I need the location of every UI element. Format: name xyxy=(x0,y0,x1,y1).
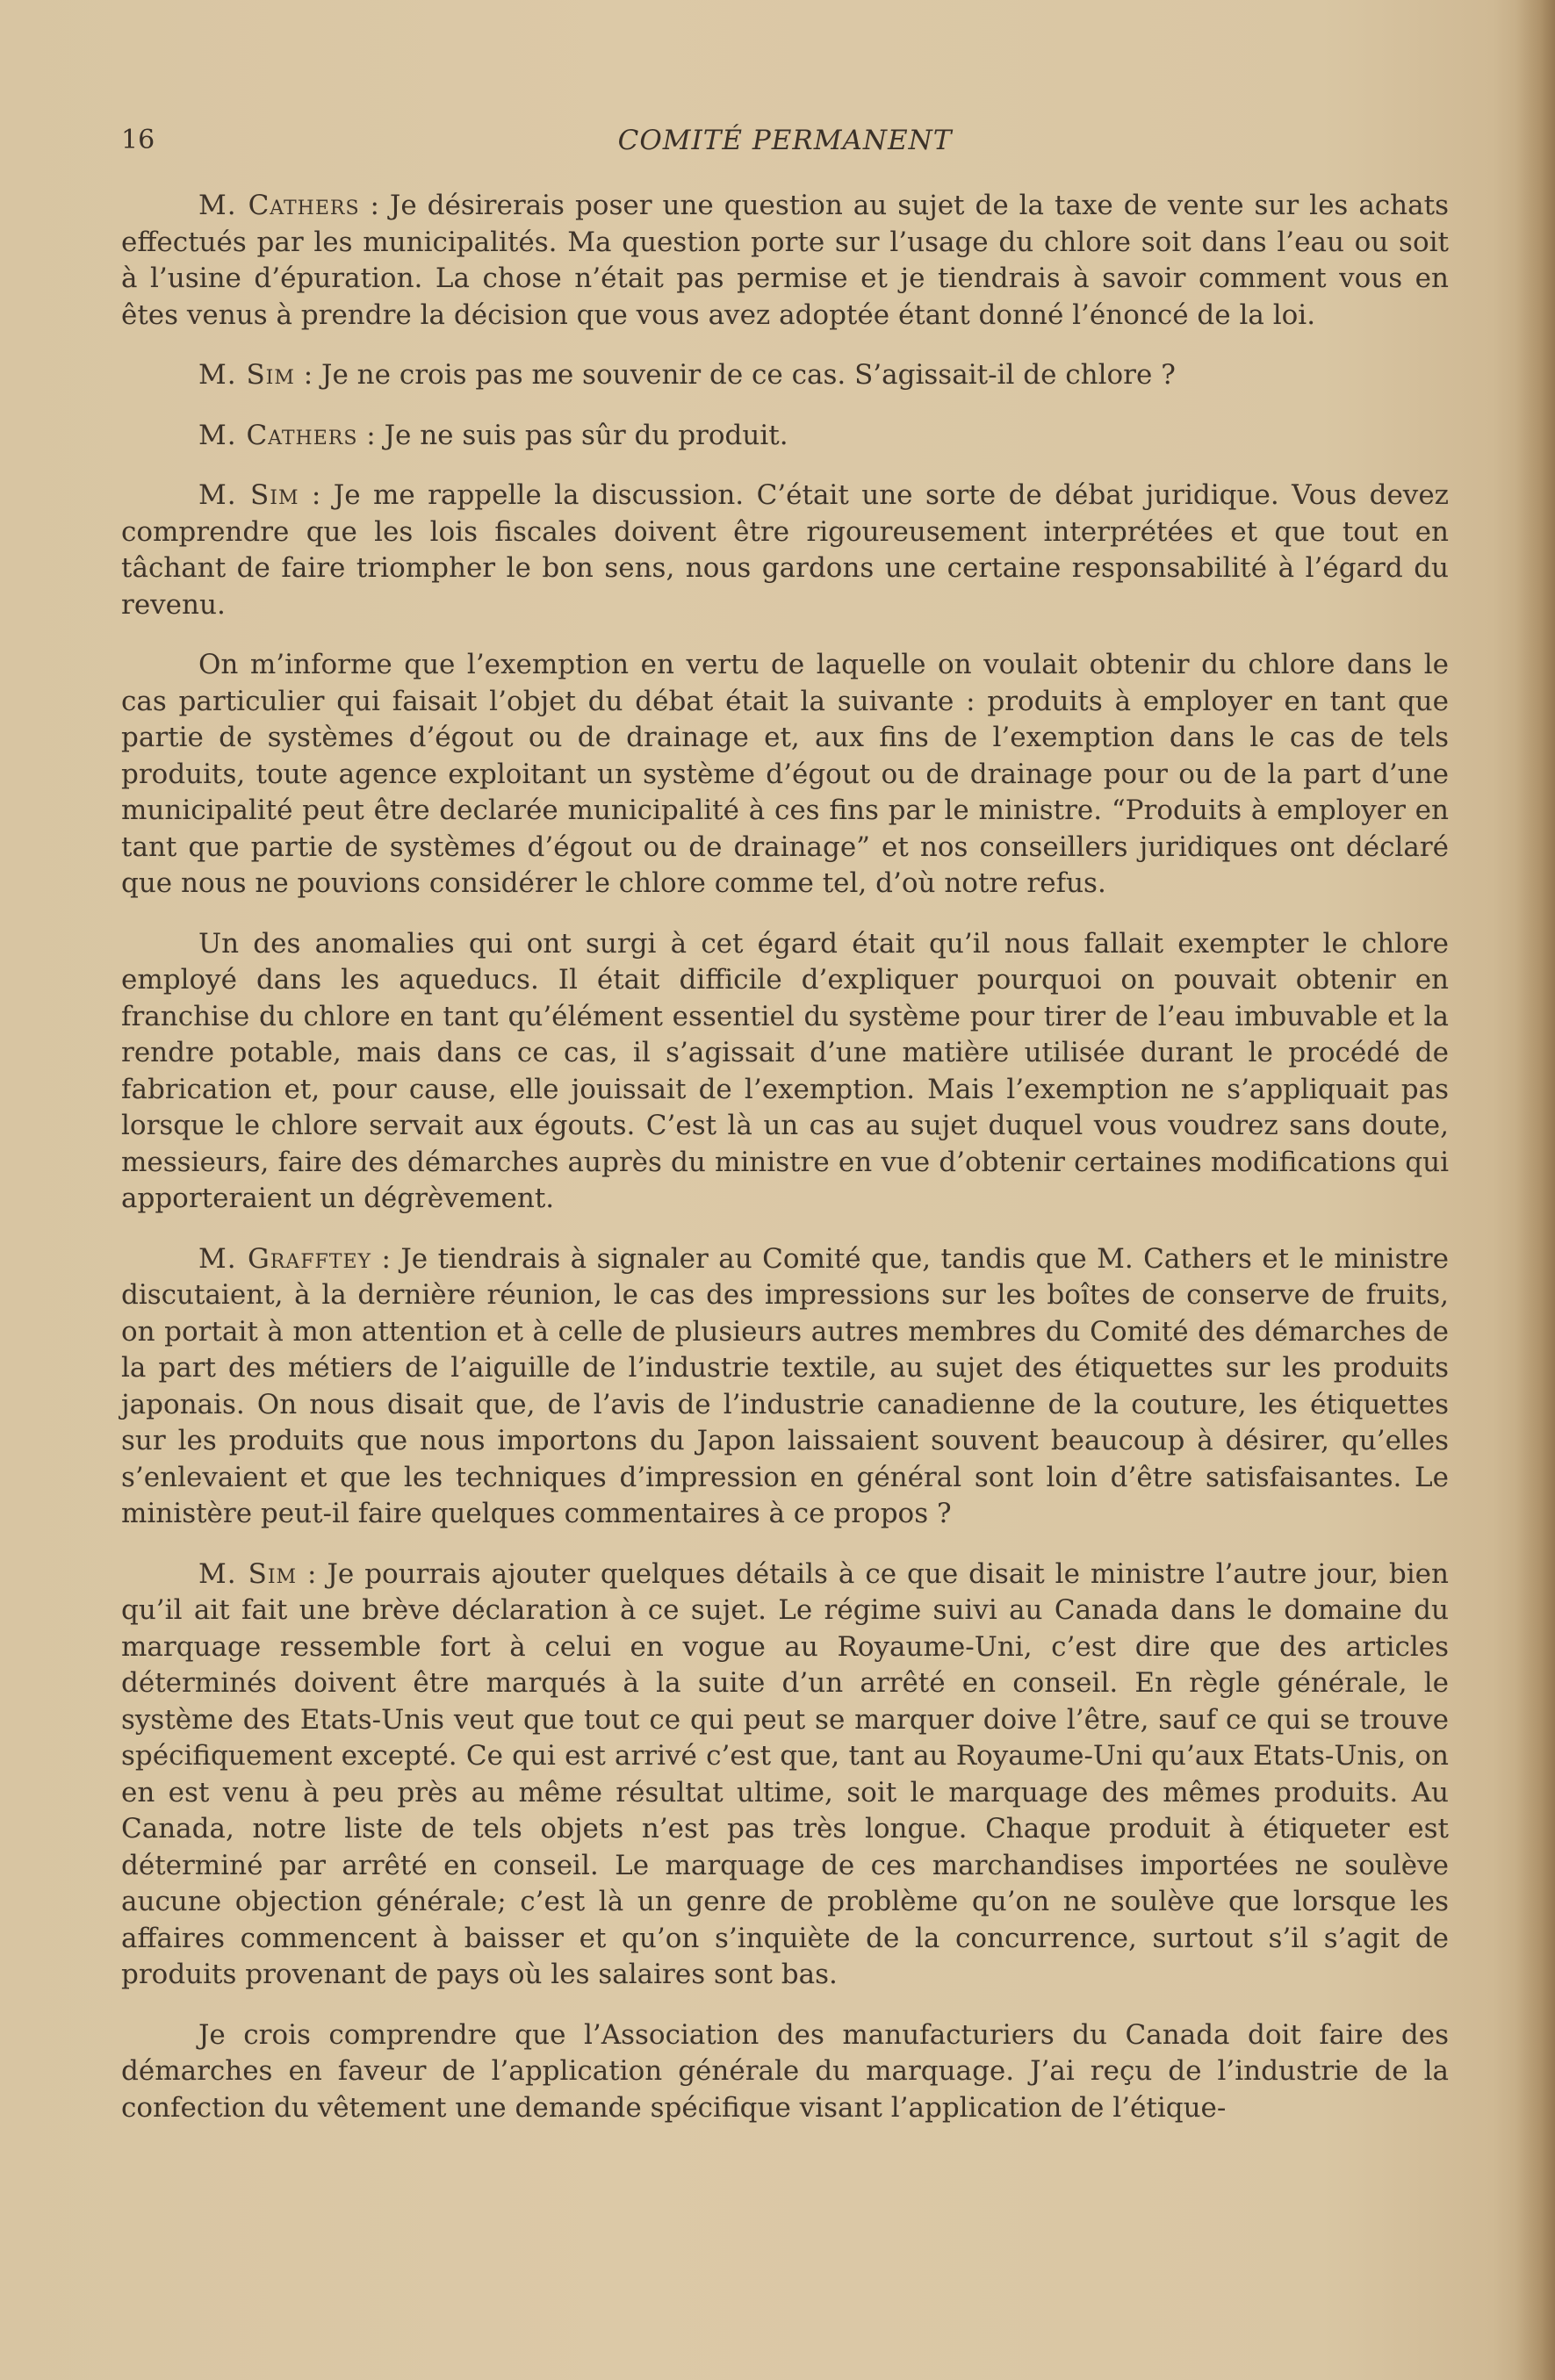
paragraph-text: : Je ne crois pas me souvenir de ce cas. S’agissait-il de chlore ? xyxy=(294,359,1176,391)
speaker-name: M. Sim xyxy=(198,1557,298,1590)
page-edge-shadow xyxy=(1516,0,1555,2380)
paragraph-text: Je crois comprendre que l’Association des manufacturiers du Canada doit faire des démarches en faveur de l’application générale du marquage. J’ai reçu de l’industrie de la confection du vêtement une demande spécifique visant l’application de l’étique- xyxy=(121,2018,1449,2124)
paragraph-text: : Je pourrais ajouter quelques détails à ce que disait le ministre l’autre jour, bien qu’il ait fait une brève déclaration à ce sujet. Le régime suivi au Canada dans le domaine du marquage ressemble fort à celui en vogue au Royaume-Uni, c’est dire que des articles déterminés doivent être marqués à la suite d’un arrêté en conseil. En règle générale, le système des Etats-Unis veut que tout ce qui peut se marquer doive l’être, sauf ce qui se trouve spécifiquement excepté. Ce qui est arrivé c’est que, tant au Royaume-Uni qu’aux Etats-Unis, on en est venu à peu près au même résultat ultime, soit le marquage des mêmes produits. Au Canada, notre liste de tels objets n’est pas très longue. Chaque produit à étiqueter est déterminé par arrêté en conseil. Le marquage de ces marchandises importées ne soulève aucune objection générale; c’est là un genre de problème qu’on ne soulève que lorsque les affaires commencent à baisser et qu’on s’inquiète de la concurrence, surtout s’il s’agit de produits provenant de pays où les salaires sont bas. xyxy=(121,1557,1449,1990)
paragraph-text: : Je tiendrais à signaler au Comité que, tandis que M. Cathers et le ministre discutaient, à la dernière réunion, le cas des impressions sur les boîtes de conserve de fruits, on portait à mon attention et à celle de plusieurs autres membres du Comité des démarches de la part des métiers de l’aiguille de l’industrie textile, au sujet des étiquettes sur les produits japonais. On nous disait que, de l’avis de l’industrie canadienne de la couture, les étiquettes sur les produits que nous importons du Japon laissaient souvent beaucoup à désirer, qu’elles s’enlevaient et que les techniques d’impression en général sont loin d’être satisfaisantes. Le ministère peut-il faire quelques commentaires à ce propos ? xyxy=(121,1242,1449,1529)
page-header xyxy=(121,125,1449,169)
speaker-name: M. Grafftey xyxy=(198,1242,372,1275)
paragraph-text: : Je désirerais poser une question au sujet de la taxe de vente sur les achats effectués par les municipalités. Ma question porte sur l’usage du chlore soit dans l’eau ou soit à l’usine d’épuration. La chose n’était pas permise et je tiendrais à savoir comment vous en êtes venus à prendre la décision que vous avez adoptée étant donné l’énoncé de la loi. xyxy=(121,190,1449,331)
speaker-name: M. Sim xyxy=(198,359,295,391)
paragraph-text: : Je ne suis pas sûr du produit. xyxy=(357,419,788,451)
paragraph xyxy=(121,926,1449,1218)
paragraph xyxy=(121,418,1449,455)
paragraph xyxy=(121,1241,1449,1533)
page-body xyxy=(121,188,1449,2150)
paragraph xyxy=(121,647,1449,902)
page-number: 16 xyxy=(121,125,155,155)
speaker-name: M. Cathers xyxy=(198,419,358,451)
running-head: COMITÉ PERMANENT xyxy=(617,125,953,156)
paragraph-text: Un des anomalies qui ont surgi à cet égard était qu’il nous fallait exempter le chlore employé dans les aqueducs. Il était difficile d’expliquer pourquoi on pouvait obtenir en franchise du chlore en tant qu’élément essentiel du système pour tirer de l’eau imbuvable et la rendre potable, mais dans ce cas, il s’agissait d’une matière utilisée durant le procédé de fabrication et, pour cause, elle jouissait de l’exemption. Mais l’exemption ne s’appliquait pas lorsque le chlore servait aux égouts. C’est là un cas au sujet duquel vous voudrez sans doute, messieurs, faire des démarches auprès du ministre en vue d’obtenir certaines modifications qui apporteraient un dégrèvement. xyxy=(121,927,1449,1214)
paragraph-text: On m’informe que l’exemption en vertu de laquelle on voulait obtenir du chlore dans le cas particulier qui faisait l’objet du débat était la suivante : produits à employer en tant que partie de systèmes d’égout ou de drainage et, aux fins de l’exemption dans le cas de tels produits, toute agence exploitant un système d’égout ou de drainage pour ou de la part d’une municipalité peut être declarée municipalité à ces fins par le ministre. “Produits à employer en tant que partie de systèmes d’égout ou de drainage” et nos conseillers juridiques ont déclaré que nous ne pouvions considérer le chlore comme tel, d’où notre refus. xyxy=(121,649,1449,899)
speaker-name: M. Sim xyxy=(198,479,299,511)
paragraph xyxy=(121,1557,1449,1994)
paragraph xyxy=(121,188,1449,334)
paragraph-text: : Je me rappelle la discussion. C’était une sorte de débat juridique. Vous devez comprendre que les lois fiscales doivent être rigoureusement interprétées et que tout en tâchant de faire triompher le bon sens, nous gardons une certaine responsabilité à l’égard du revenu. xyxy=(121,479,1449,621)
paragraph xyxy=(121,2017,1449,2127)
speaker-name: M. Cathers xyxy=(198,190,360,221)
paragraph xyxy=(121,357,1449,394)
paragraph xyxy=(121,478,1449,623)
